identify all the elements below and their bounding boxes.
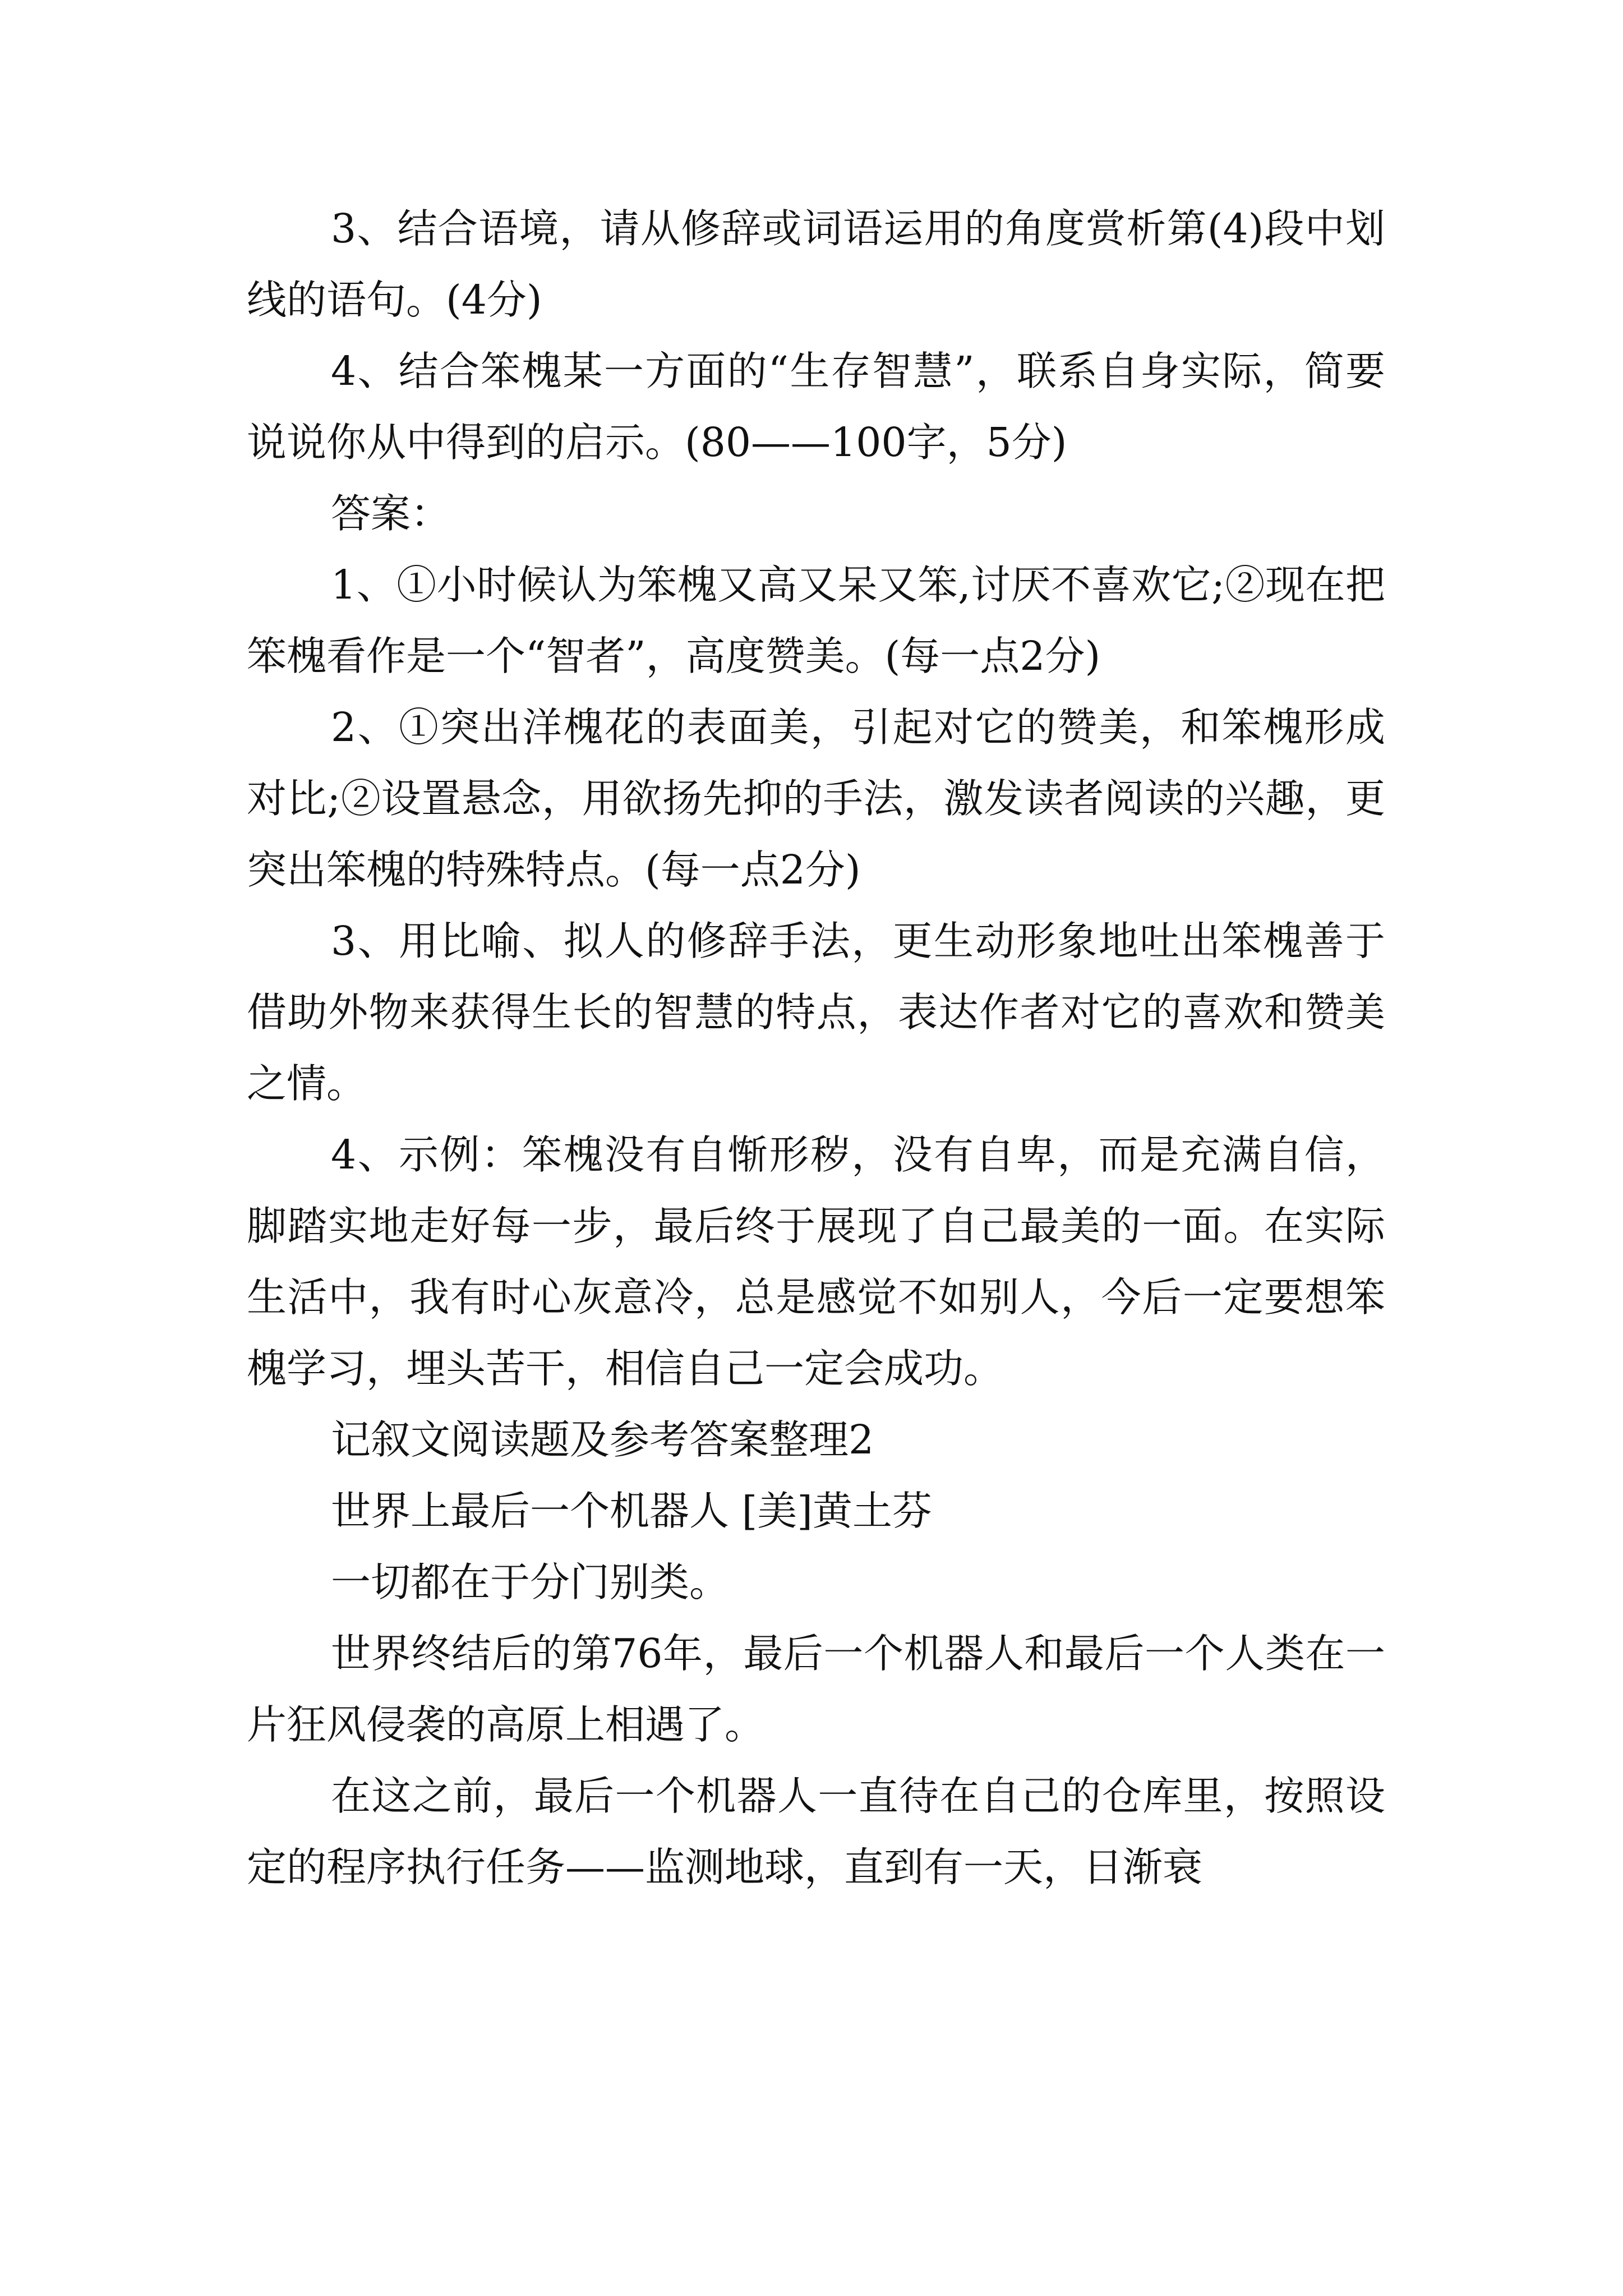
section-title: 记叙文阅读题及参考答案整理2 xyxy=(331,1416,874,1463)
question-3: 3、结合语境，请从修辞或词语运用的角度赏析第(4)段中划线的语句。(4分) xyxy=(247,205,1385,323)
story-paragraph: 一切都在于分门别类。 xyxy=(331,1559,730,1605)
story-paragraph: 在这之前，最后一个机器人一直待在自己的仓库里，按照设定的程序执行任务——监测地球，直到有一天，日渐衰 xyxy=(247,1773,1385,1890)
story-paragraph: 世界终结后的第76年，最后一个机器人和最后一个人类在一片狂风侵袭的高原上相遇了。 xyxy=(247,1630,1385,1748)
document-body xyxy=(247,193,1385,1903)
answer-3: 3、用比喻、拟人的修辞手法，更生动形象地吐出笨槐善于借助外物来获得生长的智慧的特点，表达作者对它的喜欢和赞美之情。 xyxy=(247,918,1385,1107)
answer-2: 2、①突出洋槐花的表面美，引起对它的赞美，和笨槐形成对比;②设置悬念，用欲扬先抑的手法，激发读者阅读的兴趣，更突出笨槐的特殊特点。(每一点2分) xyxy=(247,704,1385,893)
answer-heading: 答案： xyxy=(331,490,451,537)
question-4: 4、结合笨槐某一方面的“生存智慧”，联系自身实际，简要说说你从中得到的启示。(80——100字，5分) xyxy=(247,348,1385,466)
answer-4: 4、示例：笨槐没有自惭形秽，没有自卑，而是充满自信，脚踏实地走好每一步，最后终于展现了自己最美的一面。在实际生活中，我有时心灰意冷，总是感觉不如别人，今后一定要想笨槐学习，埋头苦干，相信自己一定会成功。 xyxy=(247,1131,1385,1392)
answer-1: 1、①小时候认为笨槐又高又呆又笨,讨厌不喜欢它;②现在把笨槐看作是一个“智者”，高度赞美。(每一点2分) xyxy=(247,562,1385,679)
story-title: 世界上最后一个机器人 [美]黄土芬 xyxy=(331,1488,932,1534)
